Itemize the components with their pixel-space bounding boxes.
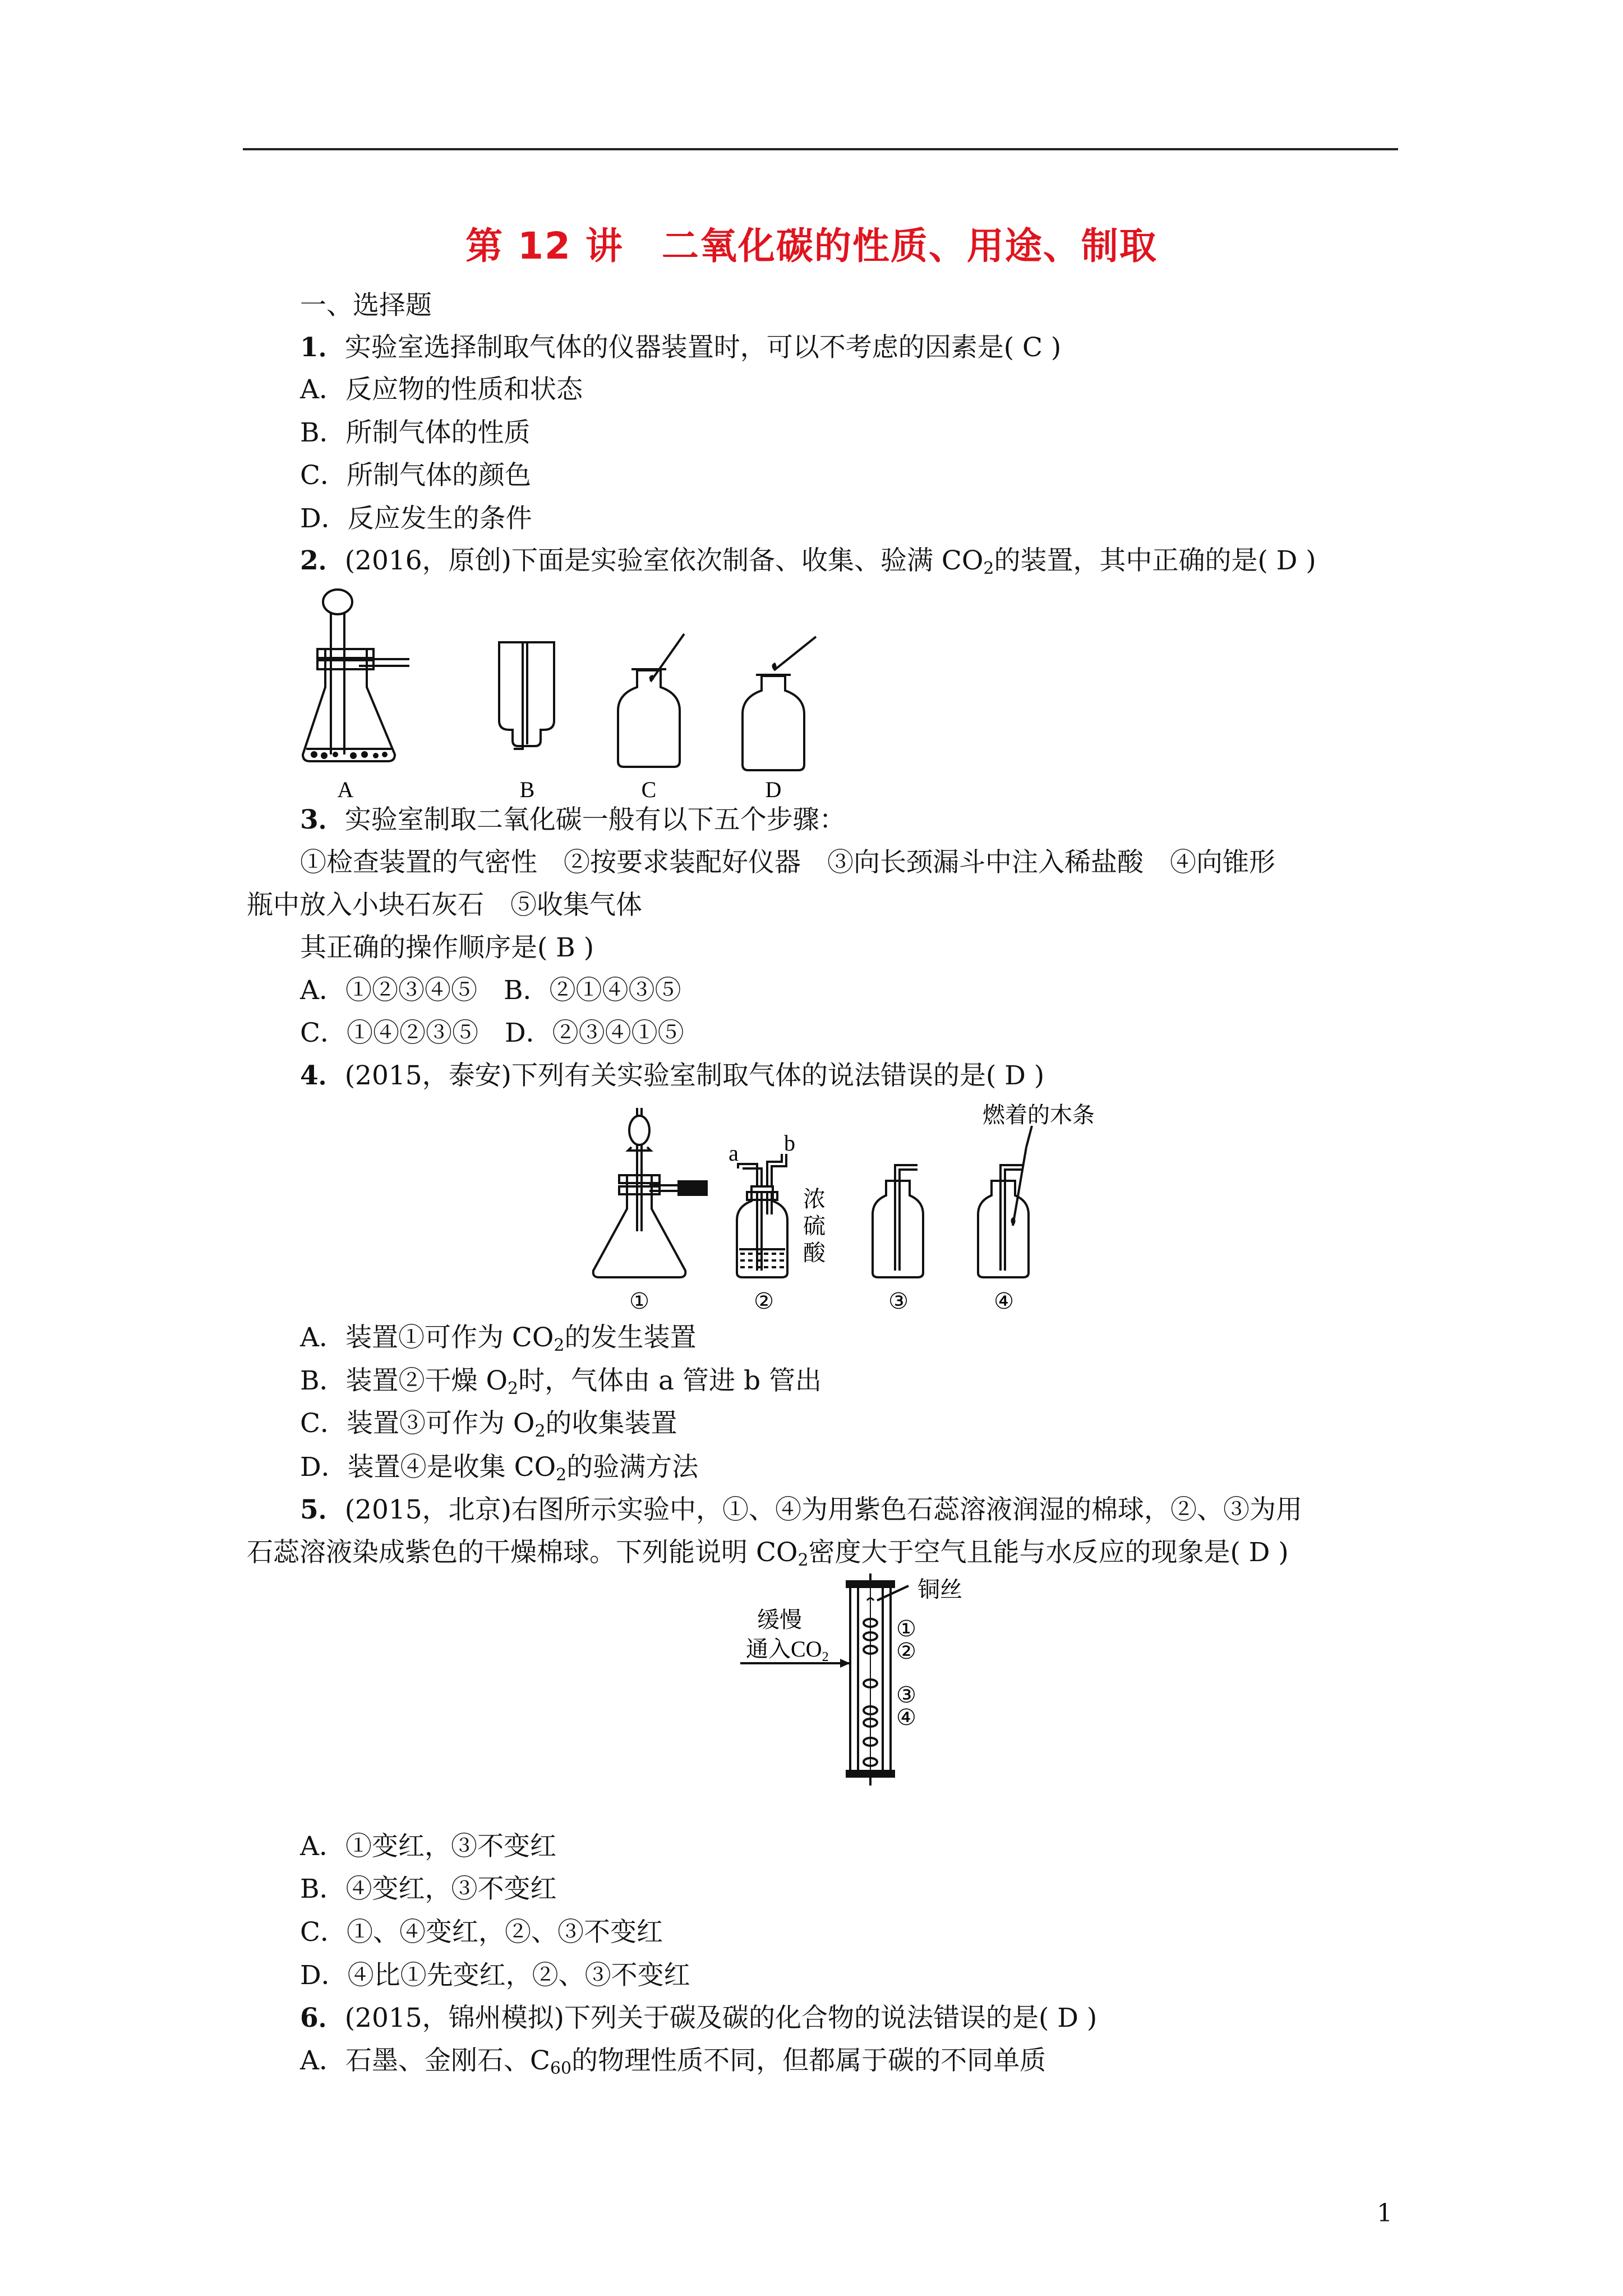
q4-acid-1: 浓	[803, 1186, 826, 1212]
q2-label-d: D	[765, 777, 782, 802]
q4-label-a: a	[728, 1140, 739, 1166]
q5-mark-4: ④	[896, 1705, 916, 1730]
q5-stem-line2: 石蕊溶液染成紫色的干燥棉球。下列能说明 $CO_2$密度大于空气且能与水反应的现象是( D )	[247, 1537, 1289, 1570]
q4-option-c: C．装置③可作为 $O_2$的收集装置	[300, 1408, 677, 1441]
q4-apparatus-4	[978, 1126, 1032, 1277]
q1-option-c: C．所制气体的颜色	[300, 460, 531, 491]
q2-apparatus-d	[743, 637, 816, 770]
q3-stem: 3．实验室制取二氧化碳一般有以下五个步骤：	[300, 804, 846, 835]
q4-stem: 4．(2015，泰安)下列有关实验室制取气体的说法错误的是( D )	[300, 1060, 1045, 1091]
q4-apparatus-1	[593, 1108, 686, 1277]
q2-label-c: C	[641, 777, 657, 802]
q4-label-b: b	[784, 1130, 795, 1156]
q5-option-c: C．①、④变红，②、③不变红	[300, 1917, 663, 1948]
q2-label-a: A	[337, 777, 354, 802]
q1-option-a: A．反应物的性质和状态	[300, 374, 583, 405]
q2-apparatus-c	[618, 634, 684, 767]
page-title: 第 12 讲 二氧化碳的性质、用途、制取	[465, 224, 1158, 268]
q5-pass-label: 通入$CO_2$	[746, 1636, 829, 1664]
q3-steps-line1: ①检查装置的气密性 ②按要求装配好仪器 ③向长颈漏斗中注入稀盐酸 ④向锥形	[300, 847, 1275, 878]
q2-figure	[292, 586, 897, 802]
q2-label-b: B	[519, 777, 535, 802]
q4-acid-3: 酸	[803, 1240, 826, 1266]
q2-apparatus-b	[499, 642, 554, 749]
q4-label-2: ②	[754, 1289, 774, 1314]
q4-stick-label: 燃着的木条	[983, 1102, 1095, 1128]
q5-stem-line1: 5．(2015，北京)右图所示实验中，①、④为用紫色石蕊溶液润湿的棉球，②、③为用	[300, 1494, 1302, 1525]
q5-option-d: D．④比①先变红，②、③不变红	[300, 1960, 690, 1991]
q2-apparatus-a	[303, 590, 409, 761]
q4-option-a: A．装置①可作为 $CO_2$的发生装置	[300, 1322, 697, 1355]
q4-label-3: ③	[888, 1289, 909, 1314]
q4-label-1: ①	[629, 1289, 649, 1314]
q1-stem: 1．实验室选择制取气体的仪器装置时，可以不考虑的因素是( C )	[300, 332, 1062, 363]
header-rule	[243, 148, 1398, 150]
q6-option-a: A．石墨、金刚石、$C_{60}$的物理性质不同，但都属于碳的不同单质	[300, 2045, 1046, 2078]
q5-mark-2: ②	[896, 1639, 916, 1664]
q3-order: 其正确的操作顺序是( B )	[300, 932, 594, 963]
q5-wire-label: 铜丝	[917, 1577, 962, 1602]
q1-option-b: B．所制气体的性质	[300, 417, 531, 448]
q4-apparatus-3	[873, 1165, 923, 1277]
q3-steps-line2: 瓶中放入小块石灰石 ⑤收集气体	[247, 890, 642, 921]
q4-figure	[583, 1102, 1122, 1315]
q2-stem: 2．(2016，原创)下面是实验室依次制备、收集、验满 $CO_2$的装置，其中正确的是( D )	[300, 545, 1316, 578]
q4-option-d: D．装置④是收集 $CO_2$的验满方法	[300, 1452, 699, 1485]
q3-options-row2: C．①④②③⑤ D．②③④①⑤	[300, 1018, 684, 1048]
q5-option-b: B．④变红，③不变红	[300, 1874, 557, 1904]
q1-option-d: D．反应发生的条件	[300, 503, 532, 534]
section-heading: 一、选择题	[300, 290, 432, 321]
q4-option-b: B．装置②干燥 $O_2$时，气体由 a 管进 b 管出	[300, 1365, 822, 1398]
q5-mark-1: ①	[896, 1616, 916, 1641]
q6-stem: 6．(2015，锦州模拟)下列关于碳及碳的化合物的说法错误的是( D )	[300, 2003, 1098, 2033]
q4-apparatus-2	[737, 1154, 787, 1277]
q3-options-row1: A．①②③④⑤ B．②①④③⑤	[300, 975, 681, 1006]
q5-slow-label: 缓慢	[757, 1607, 802, 1632]
q5-figure	[740, 1573, 976, 1787]
q5-option-a: A．①变红，③不变红	[300, 1831, 556, 1862]
q4-acid-2: 硫	[803, 1213, 826, 1239]
q5-mark-3: ③	[896, 1682, 916, 1708]
q4-label-4: ④	[994, 1289, 1014, 1314]
page-number: 1	[1377, 2199, 1393, 2228]
